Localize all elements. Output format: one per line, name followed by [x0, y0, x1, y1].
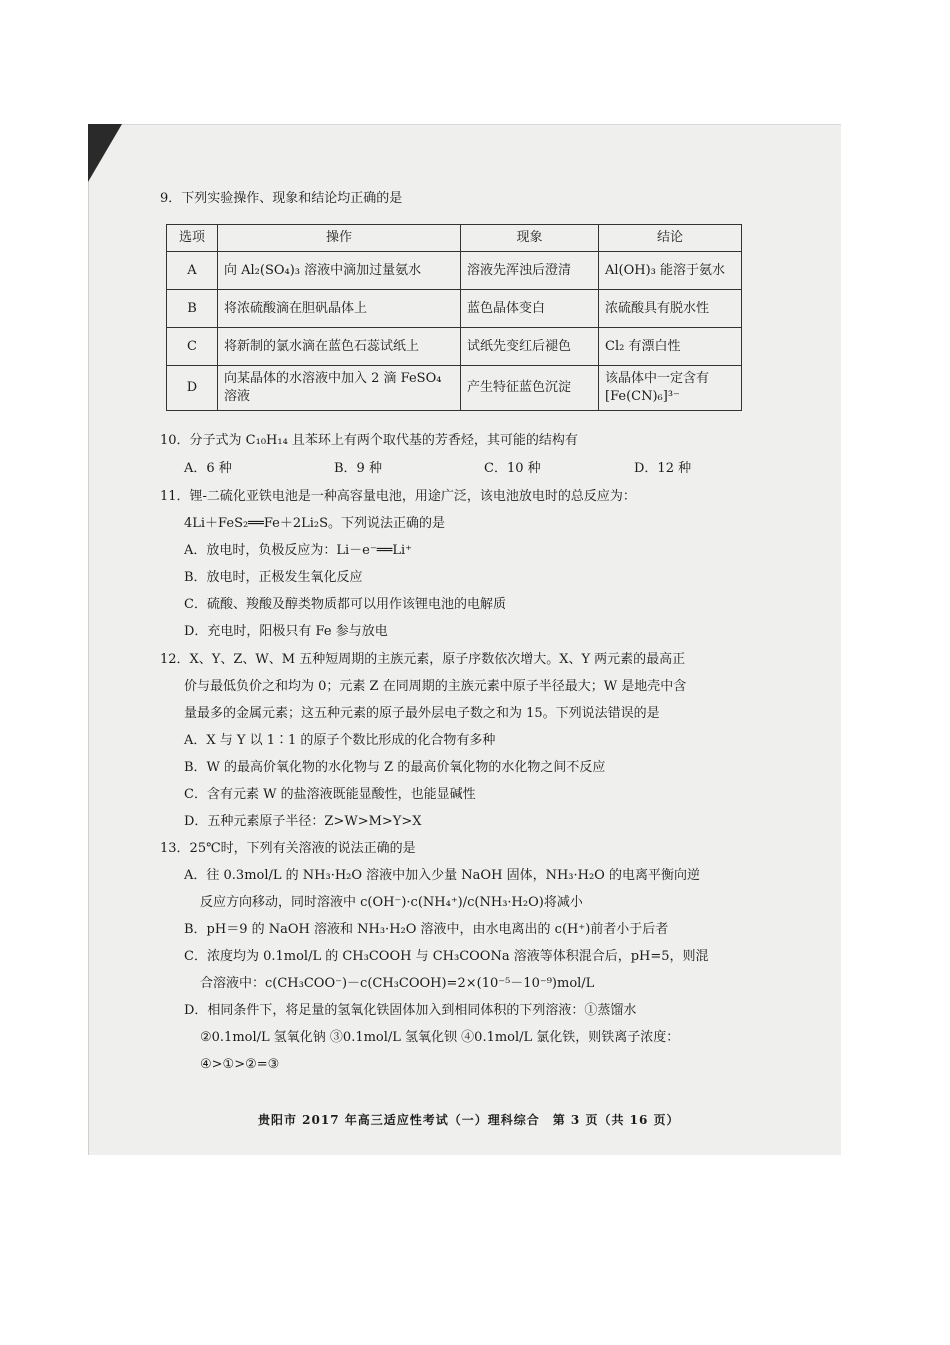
q13-option-a-1: A．往 0.3mol/L 的 NH₃·H₂O 溶液中加入少量 NaOH 固体，NH₃·H₂O 的电离平衡向逆 [184, 868, 700, 883]
q13-stem: 13．25℃时，下列有关溶液的说法正确的是 [160, 841, 416, 856]
table-row [167, 328, 742, 366]
q12-option-a: A．X 与 Y 以 1∶1 的原子个数比形成的化合物有多种 [184, 733, 496, 748]
q9-table [166, 224, 742, 411]
q10-option-b: B．9 种 [334, 461, 382, 476]
header-option: 选项 [167, 225, 218, 252]
q11-option-c: C．硫酸、羧酸及醇类物质都可以用作该锂电池的电解质 [184, 597, 506, 612]
q12-stem-2: 价与最低负价之和均为 0；元素 Z 在同周期的主族元素中原子半径最大；W 是地壳中含 [184, 679, 687, 694]
row-b-phenomenon: 蓝色晶体变白 [461, 290, 599, 328]
row-c-operation: 将新制的氯水滴在蓝色石蕊试纸上 [218, 328, 461, 366]
row-c-phenomenon: 试纸先变红后褪色 [461, 328, 599, 366]
header-conclusion: 结论 [599, 225, 742, 252]
row-b-option: B [167, 290, 218, 328]
row-b-conclusion: 浓硫酸具有脱水性 [599, 290, 742, 328]
q10-stem: 10．分子式为 C₁₀H₁₄ 且苯环上有两个取代基的芳香烃，其可能的结构有 [160, 433, 578, 448]
table-row [167, 252, 742, 290]
q10-option-a: A．6 种 [184, 461, 232, 476]
q12-option-b: B．W 的最高价氧化物的水化物与 Z 的最高价氧化物的水化物之间不反应 [184, 760, 606, 775]
q13-option-a-2: 反应方向移动，同时溶液中 c(OH⁻)·c(NH₄⁺)/c(NH₃·H₂O)将减小 [200, 895, 583, 910]
row-a-conclusion: Al(OH)₃ 能溶于氨水 [599, 252, 742, 290]
table-row [167, 366, 742, 411]
q13-option-d-1: D．相同条件下，将足量的氢氧化铁固体加入到相同体积的下列溶液：①蒸馏水 [184, 1003, 637, 1018]
q12-stem-3: 量最多的金属元素；这五种元素的原子最外层电子数之和为 15。下列说法错误的是 [184, 706, 660, 721]
row-d-phenomenon: 产生特征蓝色沉淀 [461, 366, 599, 411]
q12-option-c: C．含有元素 W 的盐溶液既能显酸性，也能显碱性 [184, 787, 476, 802]
row-a-phenomenon: 溶液先浑浊后澄清 [461, 252, 599, 290]
row-a-operation: 向 Al₂(SO₄)₃ 溶液中滴加过量氨水 [218, 252, 461, 290]
scan-corner-shadow [88, 124, 122, 182]
row-c-option: C [167, 328, 218, 366]
q10-option-d: D．12 种 [634, 461, 692, 476]
header-phenomenon: 现象 [461, 225, 599, 252]
row-a-option: A [167, 252, 218, 290]
row-b-operation: 将浓硫酸滴在胆矾晶体上 [218, 290, 461, 328]
q11-option-d: D．充电时，阳极只有 Fe 参与放电 [184, 624, 388, 639]
table-row [167, 290, 742, 328]
row-d-option: D [167, 366, 218, 411]
q12-stem-1: 12．X、Y、Z、W、M 五种短周期的主族元素，原子序数依次增大。X、Y 两元素的最高正 [160, 652, 686, 667]
q13-option-c-2: 合溶液中：c(CH₃COO⁻)－c(CH₃COOH)=2×(10⁻⁵－10⁻⁹)mol/L [200, 976, 595, 991]
q11-option-a: A．放电时，负极反应为：Li－e⁻══Li⁺ [184, 543, 413, 558]
page-footer: 贵阳市 2017 年高三适应性考试（一）理科综合 第 3 页（共 16 页） [258, 1113, 680, 1127]
q10-options [184, 460, 784, 478]
q9-stem: 9．下列实验操作、现象和结论均正确的是 [160, 191, 403, 206]
q11-stem-1: 11．锂-二硫化亚铁电池是一种高容量电池，用途广泛，该电池放电时的总反应为： [160, 489, 636, 504]
q13-option-c-1: C．浓度均为 0.1mol/L 的 CH₃COOH 与 CH₃COONa 溶液等体积混合后，pH=5，则混 [184, 949, 709, 964]
q13-option-b: B．pH＝9 的 NaOH 溶液和 NH₃·H₂O 溶液中，由水电离出的 c(H⁺)前者小于后者 [184, 922, 669, 937]
q11-stem-2: 4Li＋FeS₂══Fe＋2Li₂S。下列说法正确的是 [184, 516, 446, 531]
row-c-conclusion: Cl₂ 有漂白性 [599, 328, 742, 366]
q13-option-d-2: ②0.1mol/L 氢氧化钠 ③0.1mol/L 氢氧化钡 ④0.1mol/L 氯化铁，则铁离子浓度： [200, 1030, 680, 1045]
row-d-operation: 向某晶体的水溶液中加入 2 滴 FeSO₄ 溶液 [218, 366, 461, 411]
row-d-conclusion: 该晶体中一定含有 [Fe(CN)₆]³⁻ [599, 366, 742, 411]
q12-option-d: D．五种元素原子半径：Z>W>M>Y>X [184, 814, 422, 829]
q10-option-c: C．10 种 [484, 461, 541, 476]
header-operation: 操作 [218, 225, 461, 252]
table-header-row [167, 225, 742, 252]
q11-option-b: B．放电时，正极发生氧化反应 [184, 570, 363, 585]
q13-option-d-3: ④>①>②=③ [200, 1057, 280, 1072]
